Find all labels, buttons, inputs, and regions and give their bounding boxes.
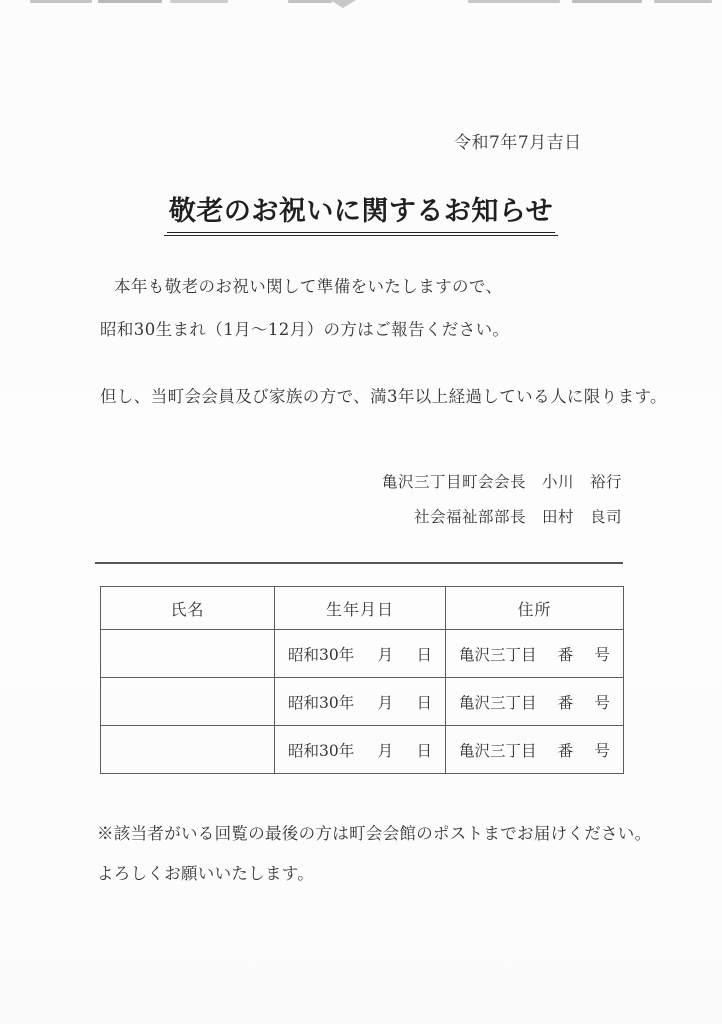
scan-artifact-triangle bbox=[330, 0, 356, 8]
addr-go: 号 bbox=[594, 693, 610, 712]
scan-artifact bbox=[30, 0, 92, 3]
header-name: 氏名 bbox=[101, 587, 275, 630]
signature-chairman: 亀沢三丁目町会会長 小川 裕行 bbox=[381, 473, 622, 491]
birth-day: 日 bbox=[416, 693, 432, 712]
scan-artifact bbox=[654, 0, 712, 3]
cell-addr bbox=[446, 678, 624, 726]
addr-town: 亀沢三丁目 bbox=[459, 645, 537, 664]
addr-ban: 番 bbox=[557, 741, 574, 760]
signature-welfare-chief: 社会福祉部部長 田村 良司 bbox=[413, 508, 622, 526]
addr-town: 亀沢三丁目 bbox=[459, 693, 537, 712]
title-underline bbox=[164, 189, 558, 236]
header-addr: 住所 bbox=[446, 587, 624, 630]
birth-month: 月 bbox=[377, 741, 394, 760]
table-row bbox=[101, 630, 624, 678]
scan-artifact bbox=[572, 0, 642, 3]
cell-birth bbox=[275, 726, 446, 774]
table-row bbox=[101, 678, 624, 726]
page-title: 敬老のお祝いに関するお知らせ bbox=[167, 189, 555, 233]
table-header-row bbox=[101, 587, 624, 630]
report-table bbox=[100, 586, 624, 774]
body-paragraph-3: 但し、当町会会員及び家族の方で、満3年以上経過している人に限ります。 bbox=[100, 387, 667, 406]
cell-birth bbox=[275, 678, 446, 726]
birth-era: 昭和30年 bbox=[288, 645, 355, 664]
addr-ban: 番 bbox=[557, 645, 574, 664]
title-row bbox=[0, 189, 722, 236]
cell-name bbox=[101, 678, 275, 726]
birth-era: 昭和30年 bbox=[288, 741, 355, 760]
header-birth: 生年月日 bbox=[275, 587, 446, 630]
cell-name bbox=[101, 726, 275, 774]
birth-era: 昭和30年 bbox=[288, 693, 355, 712]
cell-birth bbox=[275, 630, 446, 678]
addr-town: 亀沢三丁目 bbox=[459, 741, 537, 760]
cell-name bbox=[101, 630, 275, 678]
divider-rule bbox=[95, 562, 623, 564]
table-row bbox=[101, 726, 624, 774]
birth-month: 月 bbox=[377, 693, 394, 712]
scan-artifact bbox=[468, 0, 560, 3]
cell-addr bbox=[446, 726, 624, 774]
footnote-delivery: ※該当者がいる回覧の最後の方は町会会館のポストまでお届けください。 bbox=[97, 824, 652, 843]
scan-artifact bbox=[288, 0, 332, 3]
body-paragraph-1: 本年も敬老のお祝い関して準備をいたしますので、 bbox=[114, 277, 503, 296]
cell-addr bbox=[446, 630, 624, 678]
scan-artifact bbox=[170, 0, 228, 3]
footnote-thanks: よろしくお願いいたします。 bbox=[97, 864, 315, 883]
addr-ban: 番 bbox=[557, 693, 574, 712]
scan-artifact bbox=[98, 0, 162, 3]
birth-day: 日 bbox=[416, 645, 432, 664]
document-date: 令和7年7月吉日 bbox=[454, 133, 582, 153]
body-paragraph-2: 昭和30生まれ（1月～12月）の方はご報告ください。 bbox=[100, 320, 510, 339]
birth-month: 月 bbox=[377, 645, 394, 664]
birth-day: 日 bbox=[416, 741, 432, 760]
addr-go: 号 bbox=[594, 645, 610, 664]
addr-go: 号 bbox=[594, 741, 610, 760]
